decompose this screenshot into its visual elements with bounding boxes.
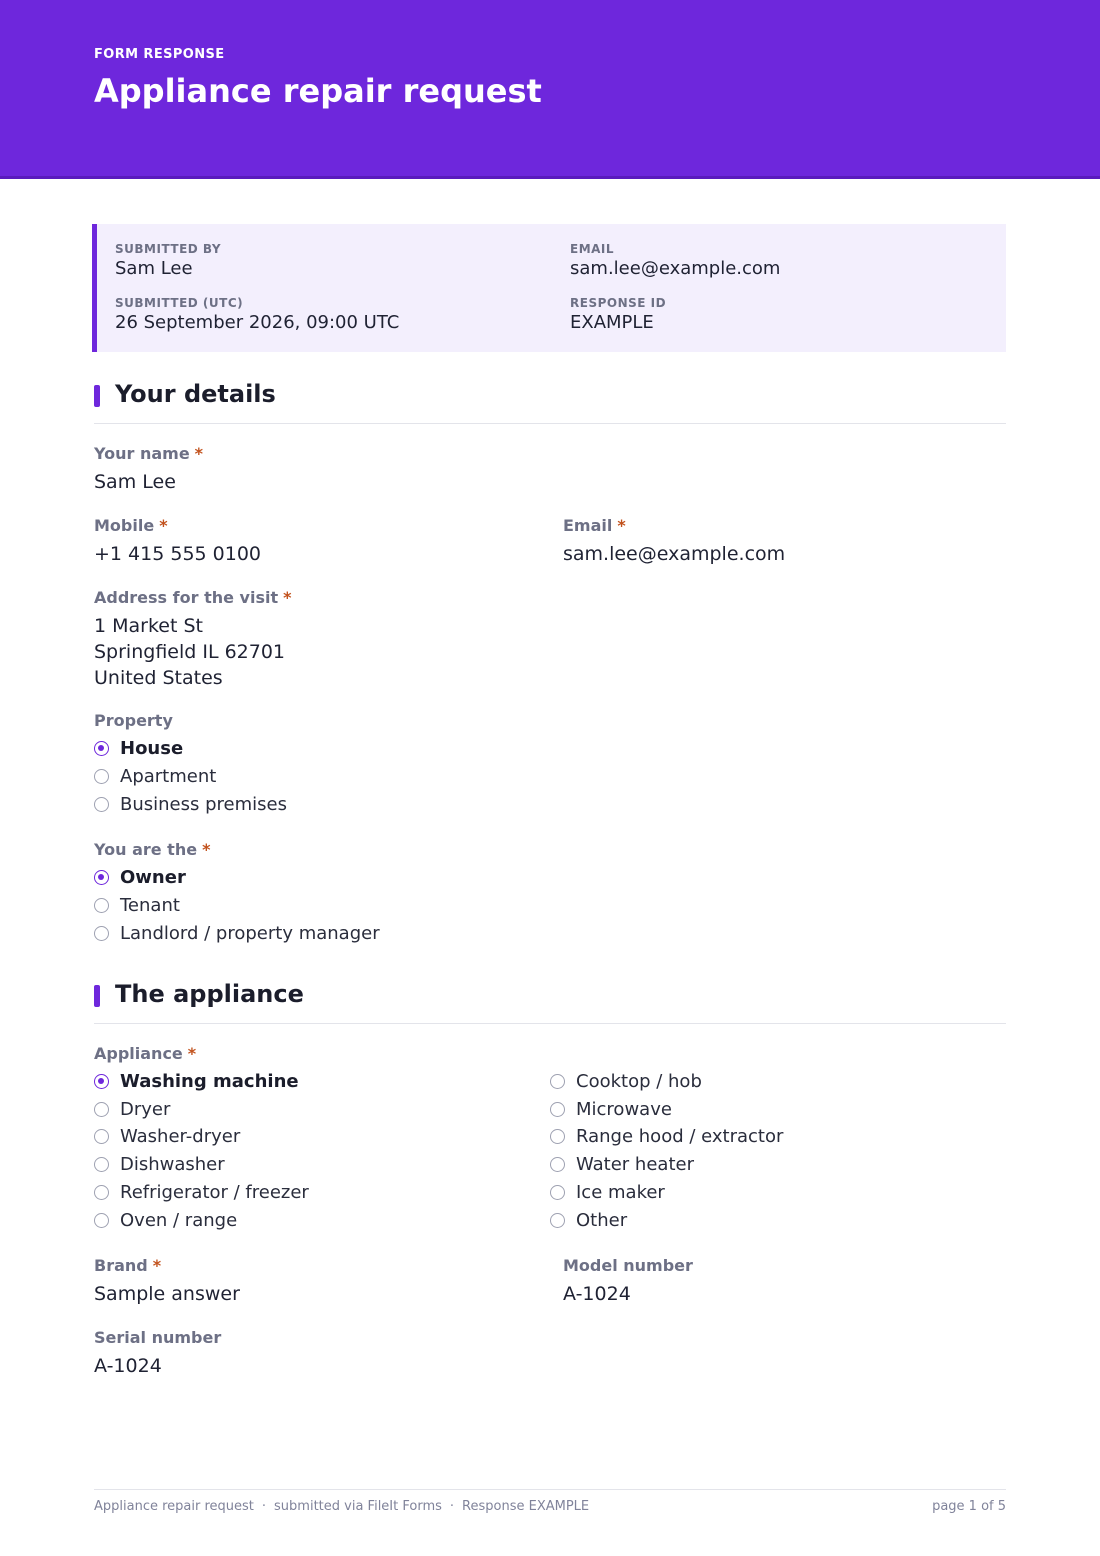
radio-option-cooktop: Cooktop / hob [550,1069,702,1093]
response-id-label: RESPONSE ID [570,296,667,310]
radio-empty-icon [94,797,109,812]
radio-selected-icon [94,741,109,756]
footer-via: submitted via FileIt Forms [274,1499,442,1514]
radio-empty-icon [550,1157,565,1172]
field-label: Model number [563,1256,693,1275]
field-value: Sam Lee [94,471,176,493]
address-line-1: 1 Market St [94,615,203,637]
radio-option-apartment: Apartment [94,764,216,788]
field-role [94,839,210,861]
radio-empty-icon [550,1213,565,1228]
radio-empty-icon [94,898,109,913]
field-label: Property [94,711,173,730]
radio-empty-icon [550,1185,565,1200]
field-label: Mobile * [94,516,168,535]
field-value: A-1024 [563,1283,631,1305]
submitted-by-label: SUBMITTED BY [115,242,222,256]
submission-meta-panel [92,224,1006,352]
required-marker: * [159,516,168,535]
page-footer [94,1489,1006,1514]
radio-option-landlord: Landlord / property manager [94,921,380,945]
submitted-by-value: Sam Lee [115,258,193,279]
field-label: You are the * [94,840,211,859]
meta-email-cell [570,242,780,279]
field-label: Serial number [94,1328,222,1347]
radio-selected-icon [94,1074,109,1089]
form-kicker: FORM RESPONSE [94,47,225,62]
required-marker: * [194,444,204,463]
field-value: sam.lee@example.com [563,543,786,565]
section-accent-bar [94,385,100,407]
footer-separator: · [261,1499,267,1514]
radio-empty-icon [94,1185,109,1200]
radio-empty-icon [94,1102,109,1117]
field-model-number [563,1255,693,1307]
address-line-2: Springfield IL 62701 [94,641,286,663]
radio-empty-icon [94,926,109,941]
radio-empty-icon [94,1129,109,1144]
field-brand [94,1255,240,1307]
field-address [94,587,291,691]
field-your-name [94,443,203,495]
required-marker: * [187,1044,197,1063]
field-label: Appliance * [94,1044,197,1063]
field-mobile [94,515,261,567]
radio-option-business-premises: Business premises [94,792,287,816]
radio-empty-icon [550,1102,565,1117]
required-marker: * [202,840,211,859]
response-id-value: EXAMPLE [570,312,654,333]
radio-empty-icon [550,1129,565,1144]
radio-empty-icon [94,1213,109,1228]
radio-option-oven: Oven / range [94,1208,237,1232]
submitted-by-cell [115,242,221,279]
radio-empty-icon [94,1157,109,1172]
radio-option-washing-machine: Washing machine [94,1069,299,1093]
required-marker: * [617,516,626,535]
response-id-cell [570,296,666,333]
field-appliance [94,1043,196,1065]
radio-option-dryer: Dryer [94,1097,170,1121]
section-the-appliance [94,980,1006,1024]
footer-response: Response EXAMPLE [462,1499,590,1514]
radio-option-tenant: Tenant [94,893,180,917]
page-number: page 1 of 5 [932,1499,1006,1514]
radio-option-water-heater: Water heater [550,1152,694,1176]
address-line-3: United States [94,667,223,689]
field-value: Sample answer [94,1283,240,1305]
field-value: +1 415 555 0100 [94,543,262,565]
required-marker: * [152,1256,162,1275]
radio-option-dishwasher: Dishwasher [94,1152,225,1176]
field-serial-number [94,1327,221,1379]
field-label: Brand * [94,1256,162,1275]
radio-empty-icon [550,1074,565,1089]
radio-option-washer-dryer: Washer-dryer [94,1124,240,1148]
radio-option-ice-maker: Ice maker [550,1180,665,1204]
field-email [563,515,785,567]
radio-option-range-hood: Range hood / extractor [550,1124,783,1148]
radio-option-refrigerator: Refrigerator / freezer [94,1180,309,1204]
field-property [94,710,173,732]
field-value: A-1024 [94,1355,162,1377]
footer-form-name: Appliance repair request [94,1499,254,1514]
form-title: Appliance repair request [94,72,542,110]
section-accent-bar [94,985,100,1007]
submitted-utc-value: 26 September 2026, 09:00 UTC [115,312,400,333]
radio-empty-icon [94,769,109,784]
section-your-details [94,380,1006,424]
submitted-utc-cell [115,296,399,333]
field-label: Email * [563,516,626,535]
submitted-utc-label: SUBMITTED (UTC) [115,296,244,310]
field-label: Your name * [94,444,204,463]
radio-selected-icon [94,870,109,885]
radio-option-owner: Owner [94,865,186,889]
meta-email-value: sam.lee@example.com [570,258,781,279]
footer-separator: · [449,1499,455,1514]
radio-option-microwave: Microwave [550,1097,672,1121]
form-header [0,0,1100,179]
meta-email-label: EMAIL [570,242,615,256]
radio-option-other: Other [550,1208,627,1232]
section-title: The appliance [115,980,304,1008]
radio-option-house: House [94,736,183,760]
section-title: Your details [115,380,276,408]
required-marker: * [283,588,292,607]
field-label: Address for the visit * [94,588,292,607]
